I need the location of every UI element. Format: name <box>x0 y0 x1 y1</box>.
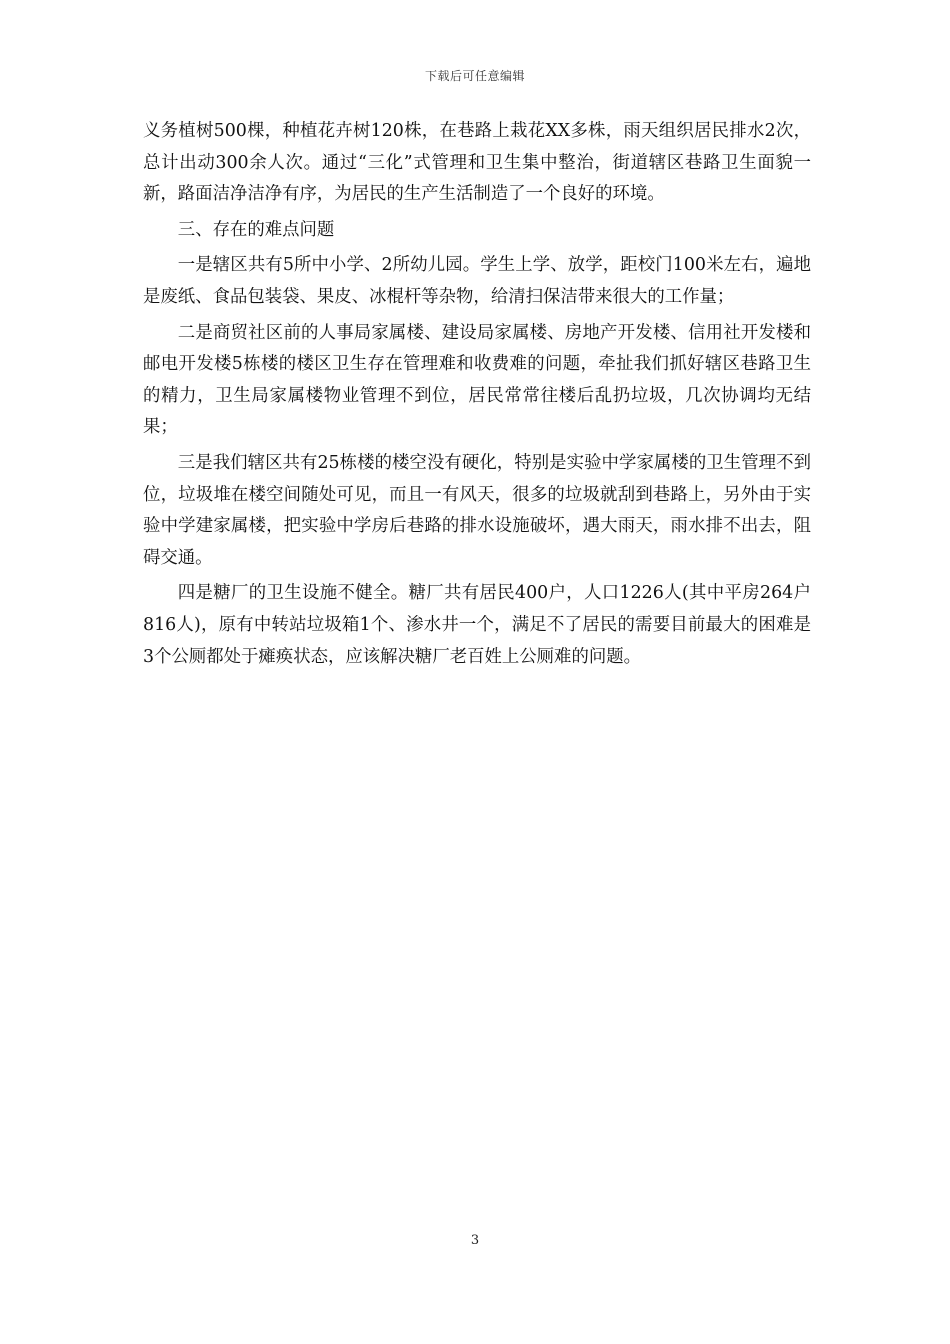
page-header: 下载后可任意编辑 <box>424 69 525 83</box>
paragraph-issue-three: 三是我们辖区共有25栋楼的楼空没有硬化，特别是实验中学家属楼的卫生管理不到位，垃圾堆在楼空间随处可见，而且一有风天，很多的垃圾就刮到巷路上，另外由于实验中学建家属楼，把实验中学房后巷路的排水设施破坏，遇大雨天，雨水排不出去，阻碍交通。 <box>143 452 811 568</box>
paragraph-issue-two: 二是商贸社区前的人事局家属楼、建设局家属楼、房地产开发楼、信用社开发楼和邮电开发楼5栋楼的楼区卫生存在管理难和收费难的问题，牵扯我们抓好辖区巷路卫生的精力，卫生局家属楼物业管理不到位，居民常常往楼后乱扔垃圾，几次协调均无结果； <box>143 322 811 438</box>
section-heading: 三、存在的难点问题 <box>177 219 335 240</box>
paragraph-continuation: 义务植树500棵，种植花卉树120株，在巷路上栽花XX多株，雨天组织居民排水2次，总计出动300余人次。通过“三化”式管理和卫生集中整治，街道辖区巷路卫生面貌一新，路面洁净洁净有序，为居民的生产生活制造了一个良好的环境。 <box>143 121 811 205</box>
paragraph-issue-four: 四是糖厂的卫生设施不健全。糖厂共有居民400户，人口1226人(其中平房264户816人)，原有中转站垃圾箱1个、渗水井一个，满足不了居民的需要目前最大的困难是3个公厕都处于瘫痪状态，应该解决糖厂老百姓上公厕难的问题。 <box>143 583 811 667</box>
paragraph-issue-one: 一是辖区共有5所中小学、2所幼儿园。学生上学、放学，距校门100米左右，遍地是废纸、食品包装袋、果皮、冰棍杆等杂物，给清扫保洁带来很大的工作量； <box>143 255 811 307</box>
page-number: 3 <box>470 1233 480 1248</box>
document-body <box>143 116 811 677</box>
